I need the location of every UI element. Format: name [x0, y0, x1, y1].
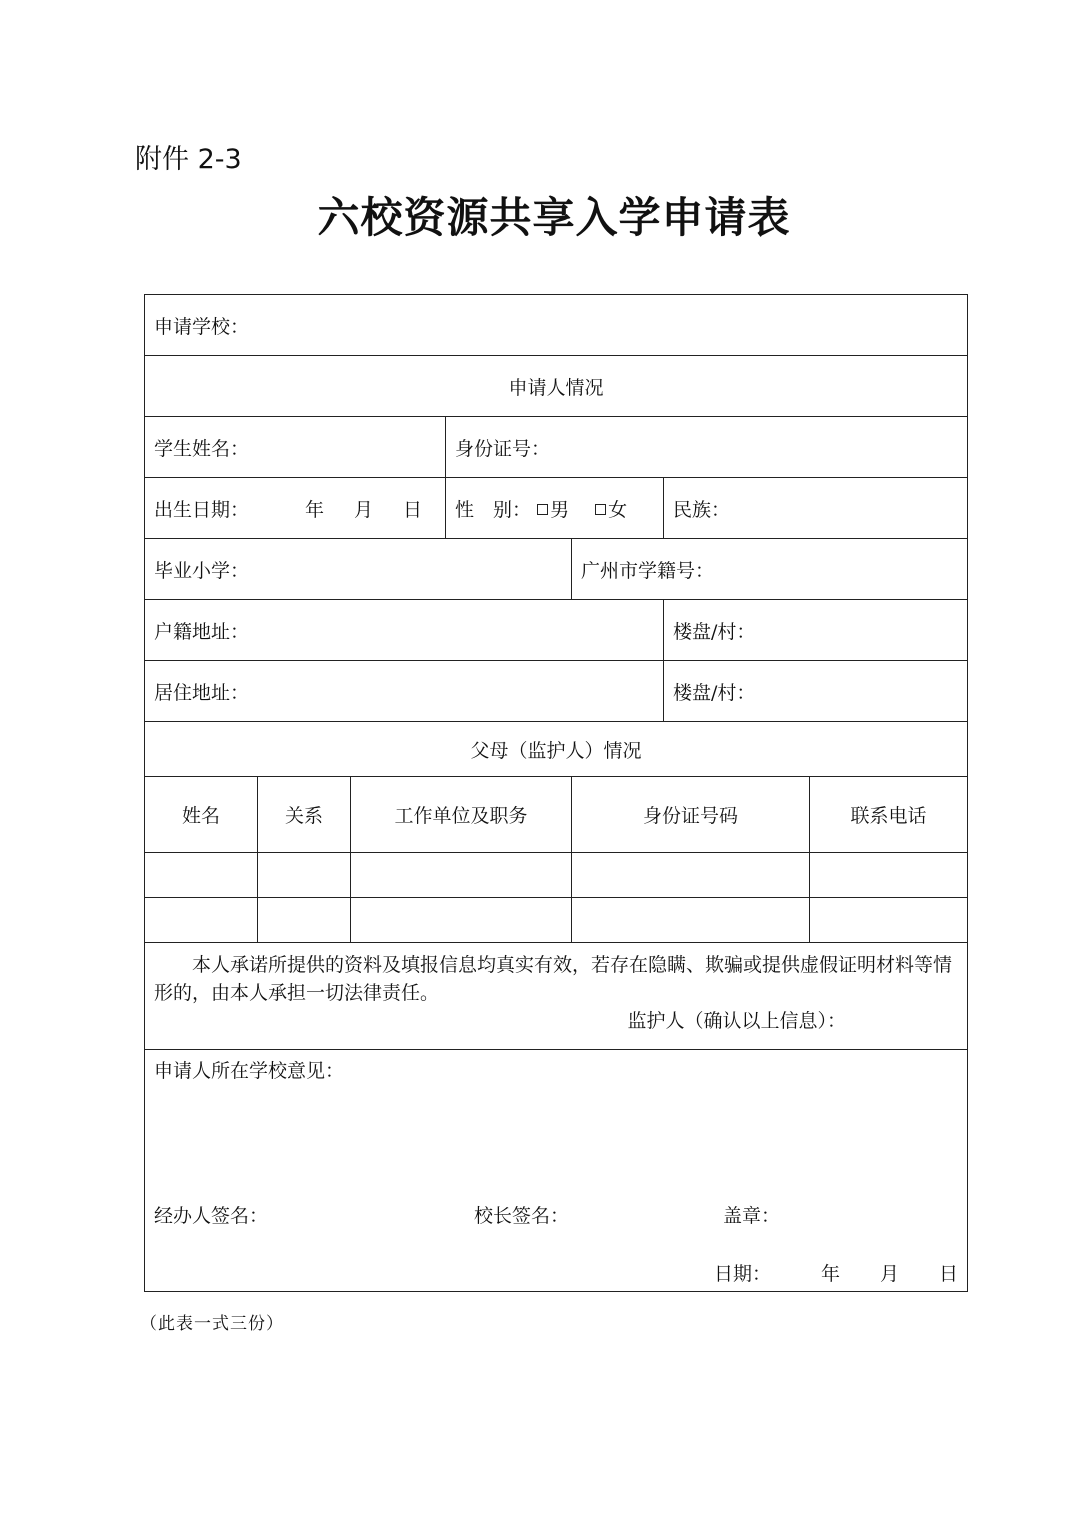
parent-id-cell[interactable]	[572, 853, 810, 898]
form-title: 六校资源共享入学申请表	[317, 193, 791, 242]
apply-school-label: 申请学校：	[154, 315, 250, 338]
gender-option-male[interactable]: 男	[537, 499, 569, 521]
section-applicant-header: 申请人情况	[145, 356, 968, 417]
handler-signature-label: 经办人签名：	[154, 1205, 269, 1227]
id-number-field[interactable]	[446, 417, 968, 478]
apply-school-field[interactable]	[145, 295, 968, 356]
birth-month-label: 月	[354, 498, 374, 521]
column-header-id-number: 身份证号码	[572, 777, 810, 853]
school-opinion-section[interactable]	[145, 1050, 968, 1292]
parent-employer-cell[interactable]	[351, 898, 572, 943]
student-name-field[interactable]	[145, 417, 446, 478]
parent-phone-cell[interactable]	[810, 898, 968, 943]
gender-label: 性 别：	[455, 498, 532, 521]
registry-number-label: 广州市学籍号：	[581, 559, 715, 582]
section-parents-header: 父母（监护人）情况	[145, 722, 968, 777]
opinion-date	[714, 1259, 958, 1286]
parent-relation-cell[interactable]	[258, 898, 351, 943]
parent-relation-cell[interactable]	[258, 853, 351, 898]
birth-date-field[interactable]	[145, 478, 446, 539]
parent-phone-cell[interactable]	[810, 853, 968, 898]
parent-name-cell[interactable]	[145, 898, 258, 943]
residence-estate-label: 楼盘/村：	[673, 681, 756, 704]
date-year-label: 年	[821, 1263, 841, 1285]
registry-number-field[interactable]	[572, 539, 968, 600]
date-month-label: 月	[880, 1263, 900, 1285]
date-day-label: 日	[939, 1263, 959, 1285]
ethnicity-label: 民族：	[673, 498, 731, 521]
copies-note: （此表一式三份）	[140, 1314, 284, 1334]
household-estate-label: 楼盘/村：	[673, 620, 756, 643]
ethnicity-field[interactable]	[664, 478, 968, 539]
principal-signature-label: 校长签名：	[474, 1205, 570, 1227]
seal-label: 盖章：	[723, 1205, 781, 1227]
application-form-table	[144, 294, 968, 1292]
column-header-phone: 联系电话	[810, 777, 968, 853]
residence-address-field[interactable]	[145, 661, 664, 722]
birth-day-label: 日	[403, 498, 423, 521]
gender-field	[446, 478, 664, 539]
parent-id-cell[interactable]	[572, 898, 810, 943]
birth-year-label: 年	[305, 498, 325, 521]
attachment-label: 附件 2-3	[135, 144, 242, 175]
pledge-section	[145, 943, 968, 1050]
guardian-confirm-label[interactable]: 监护人（确认以上信息）：	[627, 1010, 847, 1032]
household-address-field[interactable]	[145, 600, 664, 661]
parent-employer-cell[interactable]	[351, 853, 572, 898]
household-estate-field[interactable]	[664, 600, 968, 661]
column-header-name: 姓名	[145, 777, 258, 853]
primary-school-field[interactable]	[145, 539, 572, 600]
gender-option-female[interactable]: 女	[595, 499, 627, 521]
school-opinion-label: 申请人所在学校意见：	[154, 1060, 345, 1082]
checkbox-icon[interactable]	[537, 504, 548, 515]
parent-name-cell[interactable]	[145, 853, 258, 898]
residence-address-label: 居住地址：	[154, 681, 250, 704]
checkbox-icon[interactable]	[595, 504, 606, 515]
household-address-label: 户籍地址：	[154, 620, 250, 643]
birth-date-label: 出生日期：	[154, 498, 250, 521]
parent-row	[145, 898, 968, 943]
primary-school-label: 毕业小学：	[154, 559, 250, 582]
column-header-relation: 关系	[258, 777, 351, 853]
pledge-text: 本人承诺所提供的资料及填报信息均真实有效，若存在隐瞒、欺骗或提供虚假证明材料等情形的，由本人承担一切法律责任。	[154, 954, 953, 1004]
column-header-employer: 工作单位及职务	[351, 777, 572, 853]
residence-estate-field[interactable]	[664, 661, 968, 722]
parent-row	[145, 853, 968, 898]
date-label: 日期：	[714, 1263, 772, 1285]
student-name-label: 学生姓名：	[154, 437, 250, 460]
id-number-label: 身份证号：	[455, 437, 551, 460]
